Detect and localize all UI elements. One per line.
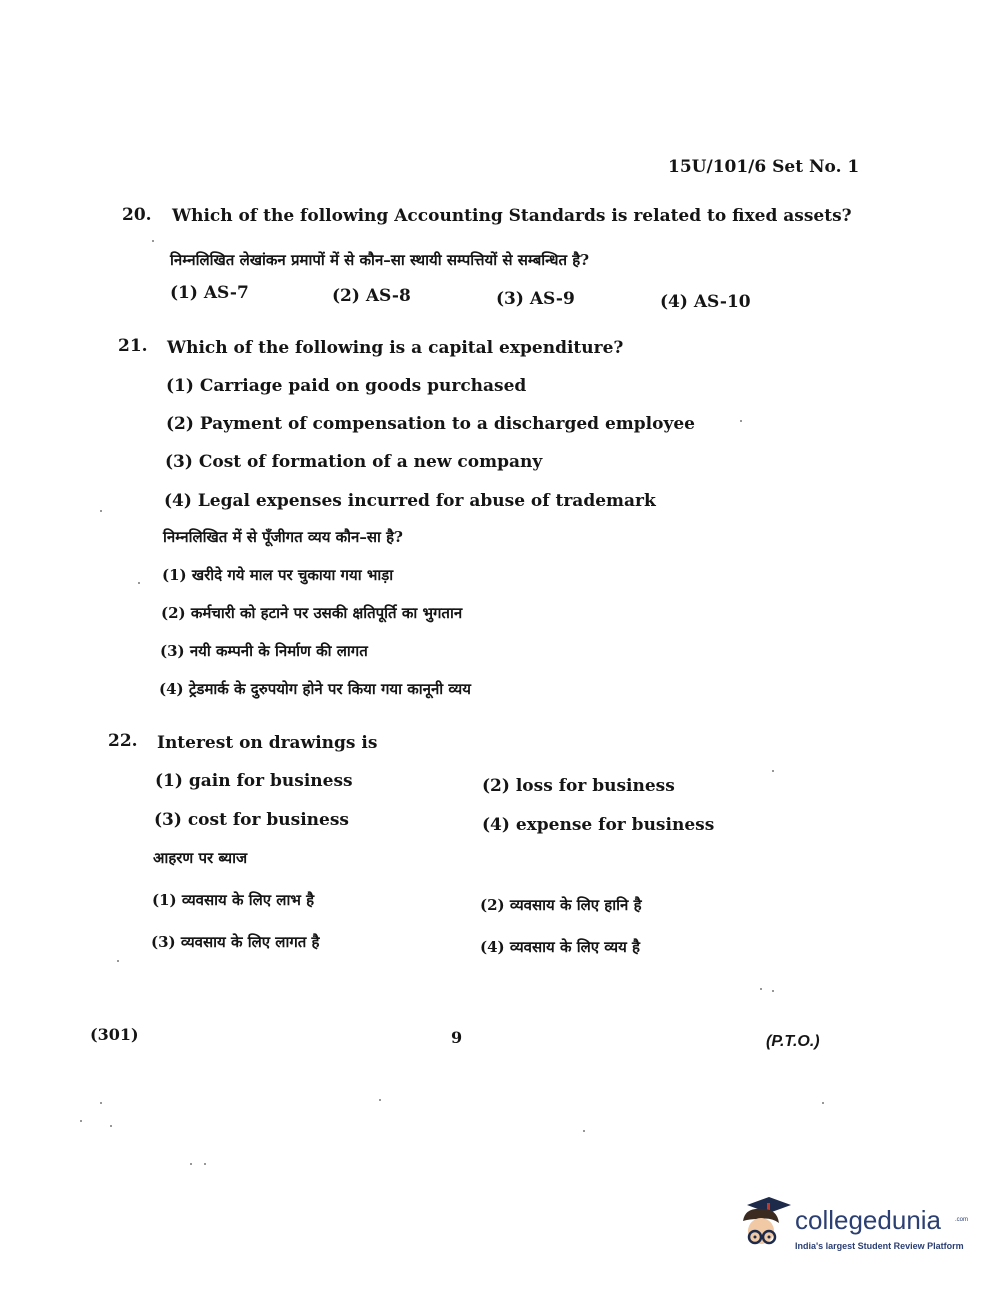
question-text-en: Which of the following is a capital expenditure? xyxy=(167,338,624,358)
question-text-hi: निम्नलिखित लेखांकन प्रमापों में से कौन–सा स्थायी सम्पत्तियों से सम्बन्धित है? xyxy=(170,251,590,269)
option-hi: (2) व्यवसाय के लिए हानि है xyxy=(480,896,642,914)
question-text-en: Interest on drawings is xyxy=(157,733,378,753)
option-hi: (3) व्यवसाय के लिए लागत है xyxy=(151,933,320,951)
option-en: (1) Carriage paid on goods purchased xyxy=(166,376,527,396)
question-number: 22. xyxy=(108,731,138,751)
option-en: (4) expense for business xyxy=(482,815,715,835)
option-hi: (4) व्यवसाय के लिए व्यय है xyxy=(480,938,641,956)
option: (3) AS-9 xyxy=(496,289,575,309)
pto-label: (P.T.O.) xyxy=(766,1033,820,1050)
option-en: (3) cost for business xyxy=(154,810,349,830)
question-number: 21. xyxy=(118,336,148,356)
collegedunia-watermark xyxy=(737,1195,967,1265)
option-hi: (1) खरीदे गये माल पर चुकाया गया भाड़ा xyxy=(162,566,394,584)
question-text-hi: आहरण पर ब्याज xyxy=(153,849,248,867)
option-hi: (1) व्यवसाय के लिए लाभ है xyxy=(152,891,315,909)
question-text-en: Which of the following Accounting Standards is related to fixed assets? xyxy=(172,206,852,226)
option: (2) AS-8 xyxy=(332,286,411,306)
option-hi: (2) कर्मचारी को हटाने पर उसकी क्षतिपूर्ति का भुगतान xyxy=(161,604,463,622)
option-en: (4) Legal expenses incurred for abuse of trademark xyxy=(164,491,656,511)
question-number: 20. xyxy=(122,205,152,225)
option-en: (3) Cost of formation of a new company xyxy=(165,452,543,472)
option-en: (2) loss for business xyxy=(482,776,675,796)
page-number: 9 xyxy=(451,1028,463,1047)
watermark-tagline: India's largest Student Review Platform xyxy=(795,1241,964,1251)
question-text-hi: निम्नलिखित में से पूँजीगत व्यय कौन–सा है? xyxy=(163,528,403,546)
option-en: (1) gain for business xyxy=(155,771,353,791)
paper-code: 15U/101/6 Set No. 1 xyxy=(668,157,860,177)
option-en: (2) Payment of compensation to a discharged employee xyxy=(166,414,695,434)
watermark-domain: .com xyxy=(955,1217,969,1223)
option-hi: (4) ट्रेडमार्क के दुरुपयोग होने पर किया गया कानूनी व्यय xyxy=(159,680,471,698)
option: (1) AS-7 xyxy=(170,283,249,303)
paper-footer-code: (301) xyxy=(90,1025,139,1044)
option-hi: (3) नयी कम्पनी के निर्माण की लागत xyxy=(160,642,368,660)
watermark-name: collegedunia xyxy=(795,1205,942,1235)
option: (4) AS-10 xyxy=(660,292,751,312)
collegedunia-mascot-icon xyxy=(737,1195,793,1257)
